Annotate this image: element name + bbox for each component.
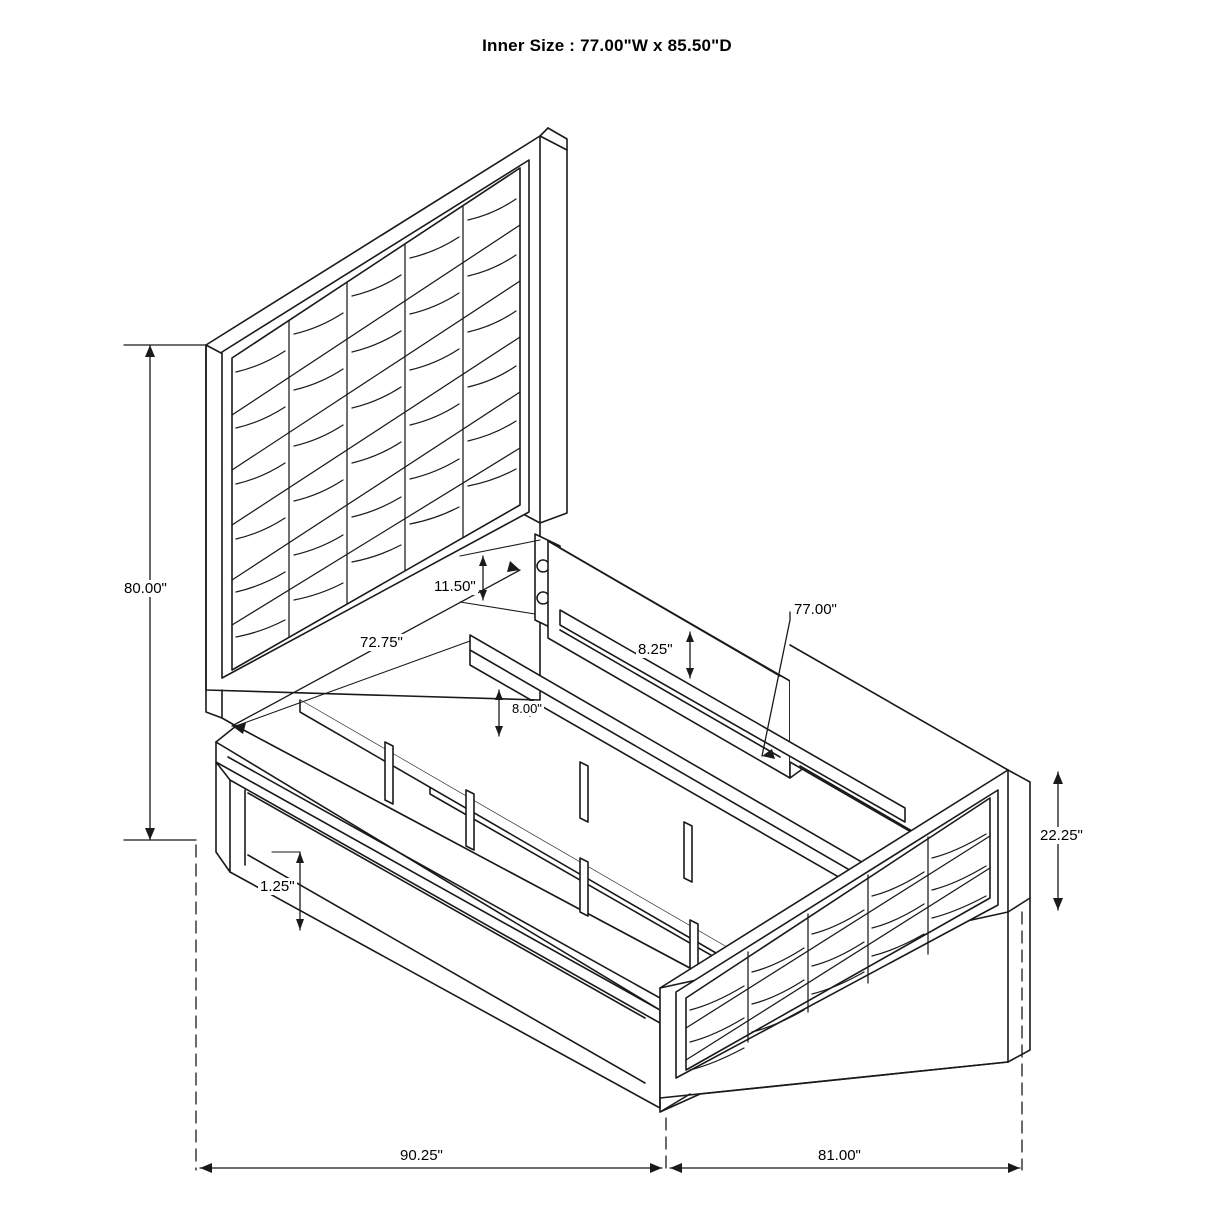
dim-label-90-25: 90.25" (400, 1147, 443, 1164)
dim-label-22-25: 22.25" (1040, 827, 1083, 844)
dim-label-8-25: 8.25" (638, 641, 673, 658)
dim-label-1-25: 1.25" (260, 878, 295, 895)
dim-label-8-00: 8.00" (512, 701, 542, 716)
dim-label-11-50: 11.50" (434, 578, 476, 595)
dim-label-77-00: 77.00" (794, 601, 837, 618)
headboard-group (206, 128, 567, 718)
dim-label-81-00: 81.00" (818, 1147, 861, 1164)
dim-label-72-75: 72.75" (360, 634, 403, 651)
dim-label-80: 80.00" (124, 580, 167, 597)
page-title: Inner Size : 77.00"W x 85.50"D (482, 36, 732, 55)
